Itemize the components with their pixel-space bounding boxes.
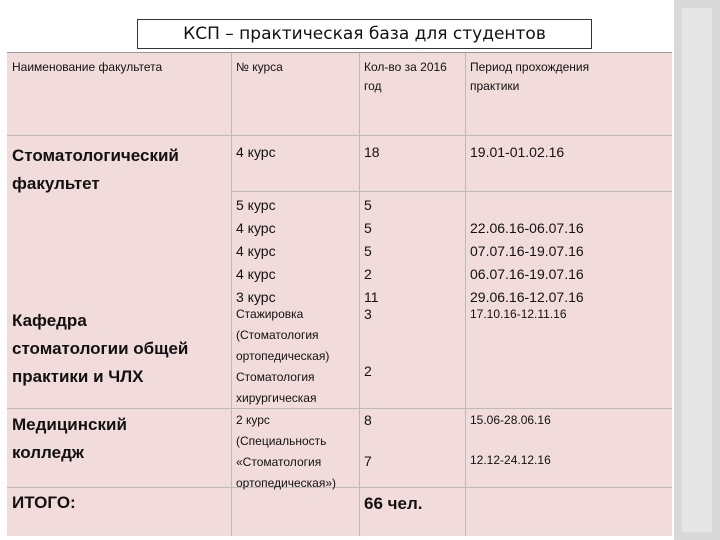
row-divider bbox=[7, 487, 672, 488]
header-count: Кол-во за 2016 год bbox=[364, 60, 447, 93]
period-value: 19.01-01.02.16 bbox=[470, 144, 565, 160]
count-value: 2 bbox=[364, 363, 372, 379]
header-faculty: Наименование факультета bbox=[12, 60, 163, 74]
course-line: (Специальность bbox=[236, 434, 327, 448]
period-value: 22.06.16-06.07.16 bbox=[470, 220, 584, 236]
faculty-name bbox=[12, 142, 179, 198]
count-value: 2 bbox=[364, 266, 372, 282]
course-line: Стажировка bbox=[236, 307, 304, 321]
course-line: «Стоматология bbox=[236, 455, 322, 469]
practice-table bbox=[7, 52, 672, 536]
count-value: 7 bbox=[364, 453, 372, 469]
period-value: 06.07.16-19.07.16 bbox=[470, 266, 584, 282]
decorative-frame-inner bbox=[682, 8, 712, 532]
period-value: 17.10.16-12.11.16 bbox=[470, 307, 567, 321]
total-label: ИТОГО: bbox=[12, 493, 76, 512]
column-divider bbox=[231, 53, 232, 536]
count-value: 8 bbox=[364, 412, 372, 428]
course-list bbox=[236, 194, 276, 309]
course-value: 5 курс bbox=[236, 197, 276, 213]
course-line: ортопедическая) bbox=[236, 349, 330, 363]
course-value: 4 курс bbox=[236, 266, 276, 282]
count-value: 11 bbox=[364, 289, 379, 305]
page-title: КСП – практическая база для студентов bbox=[137, 19, 592, 49]
column-divider bbox=[465, 53, 466, 536]
faculty-name bbox=[12, 307, 188, 391]
period-value: 29.06.16-12.07.16 bbox=[470, 289, 584, 305]
course-line: хирургическая bbox=[236, 391, 317, 405]
count-value: 5 bbox=[364, 243, 372, 259]
course-value: 4 курс bbox=[236, 144, 276, 160]
course-value: 3 курс bbox=[236, 289, 276, 305]
course-description bbox=[236, 304, 329, 409]
course-line: 2 курс bbox=[236, 413, 270, 427]
faculty-line: стоматологии общей bbox=[12, 339, 189, 358]
course-line: ортопедическая») bbox=[236, 476, 337, 490]
count-value: 5 bbox=[364, 197, 372, 213]
column-divider bbox=[359, 53, 360, 536]
faculty-line: колледж bbox=[12, 443, 84, 462]
course-line: Стоматология bbox=[236, 370, 315, 384]
course-value: 4 курс bbox=[236, 220, 276, 236]
row-divider bbox=[7, 135, 672, 136]
faculty-line: Медицинский bbox=[12, 415, 127, 434]
faculty-line: факультет bbox=[12, 174, 100, 193]
faculty-line: Стоматологический bbox=[12, 146, 179, 165]
row-divider bbox=[231, 191, 672, 192]
faculty-line: Кафедра bbox=[12, 311, 87, 330]
course-value: 4 курс bbox=[236, 243, 276, 259]
header-course: № курса bbox=[236, 60, 283, 74]
period-value: 12.12-24.12.16 bbox=[470, 453, 551, 467]
period-list bbox=[470, 217, 584, 309]
course-line: (Стоматология bbox=[236, 328, 319, 342]
count-value: 5 bbox=[364, 220, 372, 236]
count-list bbox=[364, 194, 379, 309]
total-value: 66 чел. bbox=[364, 494, 423, 513]
period-value: 07.07.16-19.07.16 bbox=[470, 243, 584, 259]
faculty-name bbox=[12, 411, 127, 467]
count-value: 18 bbox=[364, 144, 380, 160]
period-value: 15.06-28.06.16 bbox=[470, 413, 551, 427]
row-divider bbox=[7, 408, 672, 409]
faculty-line: практики и ЧЛХ bbox=[12, 367, 144, 386]
course-description bbox=[236, 410, 336, 494]
header-period: Период прохождения практики bbox=[470, 60, 590, 93]
count-value: 3 bbox=[364, 306, 372, 322]
